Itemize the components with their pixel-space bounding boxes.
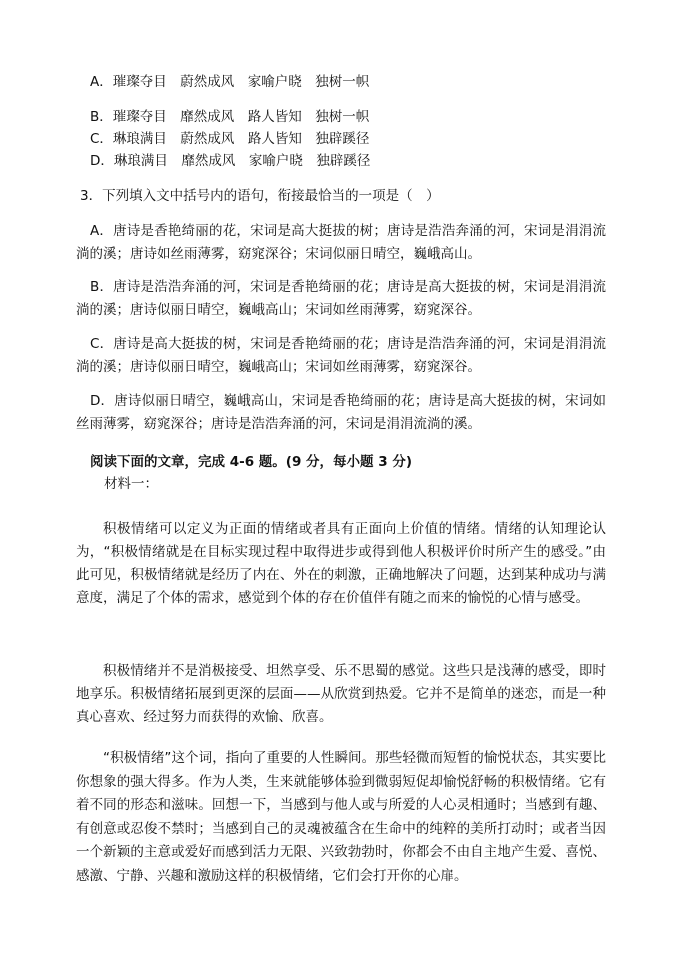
material-paragraph-3: “积极情绪”这个词，指向了重要的人性瞬间。那些轻微而短暂的愉悦状态，其实要比你想象的强大得多。作为人类，生来就能够体验到微弱短促却愉悦舒畅的积极情绪。它有着不同的形态和滋味。回想一下，当感到与他人或与所爱的人心灵相通时；当感到有趣、有创意或忍俊不禁时；当感到自己的灵魂被蕴含在生命中的纯粹的美所打动时；或者当因一个新颖的主意或爱好而感到活力无限、兴致勃勃时，你都会不由自主地产生爱、喜悦、感激、宁静、兴趣和激励这样的积极情绪，它们会打开你的心扉。 bbox=[76, 750, 606, 884]
option-c: C．琳琅满目 蔚然成风 路人皆知 独辟蹊径 bbox=[90, 131, 370, 147]
question-3-stem: 3．下列填入文中括号内的语句，衔接最恰当的一项是（ ） bbox=[80, 188, 440, 204]
question-3-option-c: C．唐诗是高大挺拔的树，宋词是香艳绮丽的花；唐诗是浩浩奔涌的河，宋词是涓涓流淌的溪；唐诗似丽日晴空，巍峨高山；宋词如丝雨薄雾，窈窕深谷。 bbox=[76, 336, 606, 375]
option-b: B．璀璨夺目 靡然成风 路人皆知 独树一帜 bbox=[90, 109, 370, 125]
material-paragraph-1: 积极情绪可以定义为正面的情绪或者具有正面向上价值的情绪。情绪的认知理论认为，“积极情绪就是在目标实现过程中取得进步或得到他人积极评价时所产生的感受。”由此可见，积极情绪就是经历了内在、外在的刺激，正确地解决了问题，达到某种成功与满意度，满足了个体的需求，感觉到个体的存在价值伴有随之而来的愉悦的心情与感受。 bbox=[76, 521, 606, 606]
question-3-option-a: A．唐诗是香艳绮丽的花，宋词是高大挺拔的树；唐诗是浩浩奔涌的河，宋词是涓涓流淌的溪；唐诗如丝雨薄雾，窈窕深谷；宋词似丽日晴空，巍峨高山。 bbox=[76, 223, 606, 262]
material-label: 材料一： bbox=[104, 476, 158, 492]
option-d: D．琳琅满目 靡然成风 家喻户晓 独辟蹊径 bbox=[90, 153, 371, 169]
reading-instruction: 阅读下面的文章，完成 4-6 题。(9 分，每小题 3 分) bbox=[90, 454, 413, 470]
question-3-option-b: B．唐诗是浩浩奔涌的河，宋词是香艳绮丽的花；唐诗是高大挺拔的树，宋词是涓涓流淌的溪；唐诗似丽日晴空，巍峨高山；宋词如丝雨薄雾，窈窕深谷。 bbox=[76, 279, 606, 318]
material-paragraph-2: 积极情绪并不是消极接受、坦然享受、乐不思蜀的感觉。这些只是浅薄的感受，即时地享乐。积极情绪拓展到更深的层面——从欣赏到热爱。它并不是简单的迷恋，而是一种真心喜欢、经过努力而获得的欢愉、欣喜。 bbox=[76, 663, 606, 725]
option-a: A．璀璨夺目 蔚然成风 家喻户晓 独树一帜 bbox=[90, 74, 370, 90]
question-3-option-d: D．唐诗似丽日晴空，巍峨高山，宋词是香艳绮丽的花；唐诗是高大挺拔的树，宋词如丝雨薄雾，窈窕深谷；唐诗是浩浩奔涌的河，宋词是涓涓流淌的溪。 bbox=[76, 393, 606, 432]
